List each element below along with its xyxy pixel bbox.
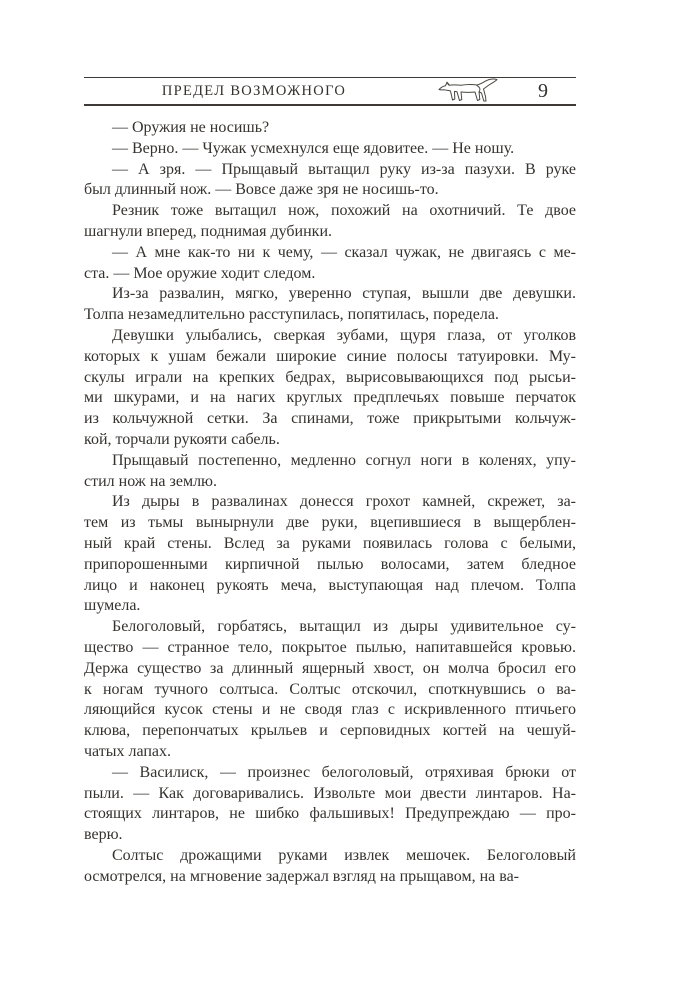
text-line: — А мне как-то ни к чему, — сказал чужак, не двигаясь с ме-: [112, 243, 576, 261]
text-line: припорошенными кирпичной пылью волосами, затем бледное: [84, 555, 576, 573]
text-line: ми шкурами, и на нагих круглых предплечьях повыше перчаток: [84, 389, 576, 407]
text-line: ный край стены. Вслед за руками появилась голова с белыми,: [84, 534, 576, 552]
text-line: ста. — Мое оружие ходит следом.: [84, 264, 316, 282]
text-line: чатых лапах.: [84, 742, 172, 760]
text-line: осмотрелся, на мгновение задержал взгляд на прыщавом, на ва-: [84, 867, 520, 885]
paragraph: [84, 617, 576, 763]
paragraph: [84, 492, 576, 617]
text-line: которых к ушам бежали широкие синие полосы татуировки. Му-: [84, 347, 576, 365]
text-line: Прыщавый постепенно, медленно согнул ноги в коленях, упу-: [112, 451, 576, 469]
paragraph: [84, 326, 576, 451]
text-line: скулы играли на крепких бедрах, вырисовывающихся под рысьи-: [84, 368, 576, 386]
text-line: Белоголовый, горбатясь, вытащил из дыры удивительное су-: [112, 618, 576, 636]
text-line: — Верно. — Чужак усмехнулся еще ядовитее. — Не ношу.: [112, 139, 515, 157]
paragraph: [84, 160, 576, 202]
text-line: лицо и наконец рукоять меча, выступающая над плечом. Толпа: [84, 576, 576, 594]
text-line: был длинный нож. — Вовсе даже зря не носишь-то.: [84, 181, 439, 199]
wolf-icon: [436, 76, 500, 106]
text-line: — Оружия не носишь?: [112, 119, 270, 136]
text-line: шагнули вперед, поднимая дубинки.: [84, 222, 333, 240]
paragraph: [84, 763, 576, 846]
paragraph: [84, 846, 576, 888]
text-line: пыли. — Как договаривались. Извольте мои двести линтаров. На-: [84, 784, 576, 802]
paragraph: [84, 284, 576, 326]
text-line: стоящих линтаров, не шибко фальшивых! Предупреждаю — про-: [84, 805, 576, 823]
text-line: ляющийся кусок стены и не сводя глаз с искривленного птичьего: [84, 701, 576, 719]
text-line: верю.: [84, 826, 123, 844]
text-line: кой, торчали рукояти сабель.: [84, 430, 280, 448]
text-line: Солтыс дрожащими руками извлек мешочек. Белоголовый: [112, 846, 576, 864]
text-line: Из-за развалин, мягко, уверенно ступая, вышли две девушки.: [112, 285, 576, 303]
text-line: — Василиск, — произнес белоголовый, отряхивая брюки от: [112, 763, 576, 781]
paragraph: [84, 201, 576, 243]
paragraph: [84, 139, 576, 160]
text-line: из кольчужной сетки. За спинами, тоже прикрытыми кольчуж-: [84, 410, 576, 428]
text-line: Из дыры в развалинах донесся грохот камней, скрежет, за-: [112, 493, 576, 511]
page-number: 9: [538, 80, 548, 102]
text-line: щество — странное тело, покрытое пылью, напитавшейся кровью.: [84, 638, 576, 656]
text-line: стил нож на землю.: [84, 472, 218, 490]
text-line: Держа существо за длинный ящерный хвост, он молча бросил его: [84, 659, 576, 677]
text-line: — А зря. — Прыщавый вытащил руку из-за пазухи. В руке: [112, 160, 576, 178]
page-header: [84, 77, 576, 106]
text-line: к ногам тучного солтыса. Солтыс отскочил, споткнувшись о ва-: [84, 680, 576, 698]
text-line: клюва, перепончатых крыльев и серповидных когтей на чешуй-: [84, 722, 576, 740]
text-line: Девушки улыбались, сверкая зубами, щуря глаза, от уголков: [112, 326, 576, 344]
page-body-text: [84, 118, 576, 887]
text-line: Толпа незамедлительно расступилась, попятилась, поредела.: [84, 306, 499, 324]
running-title: ПРЕДЕЛ ВОЗМОЖНОГО: [161, 83, 347, 99]
text-line: Резник тоже вытащил нож, похожий на охотничий. Те двое: [112, 202, 576, 220]
text-line: тем из тьмы вынырнули две руки, вцепившиеся в выщерблен-: [84, 514, 576, 532]
paragraph: [84, 243, 576, 285]
paragraph: [84, 118, 576, 139]
text-line: шумела.: [84, 597, 141, 615]
paragraph: [84, 451, 576, 493]
